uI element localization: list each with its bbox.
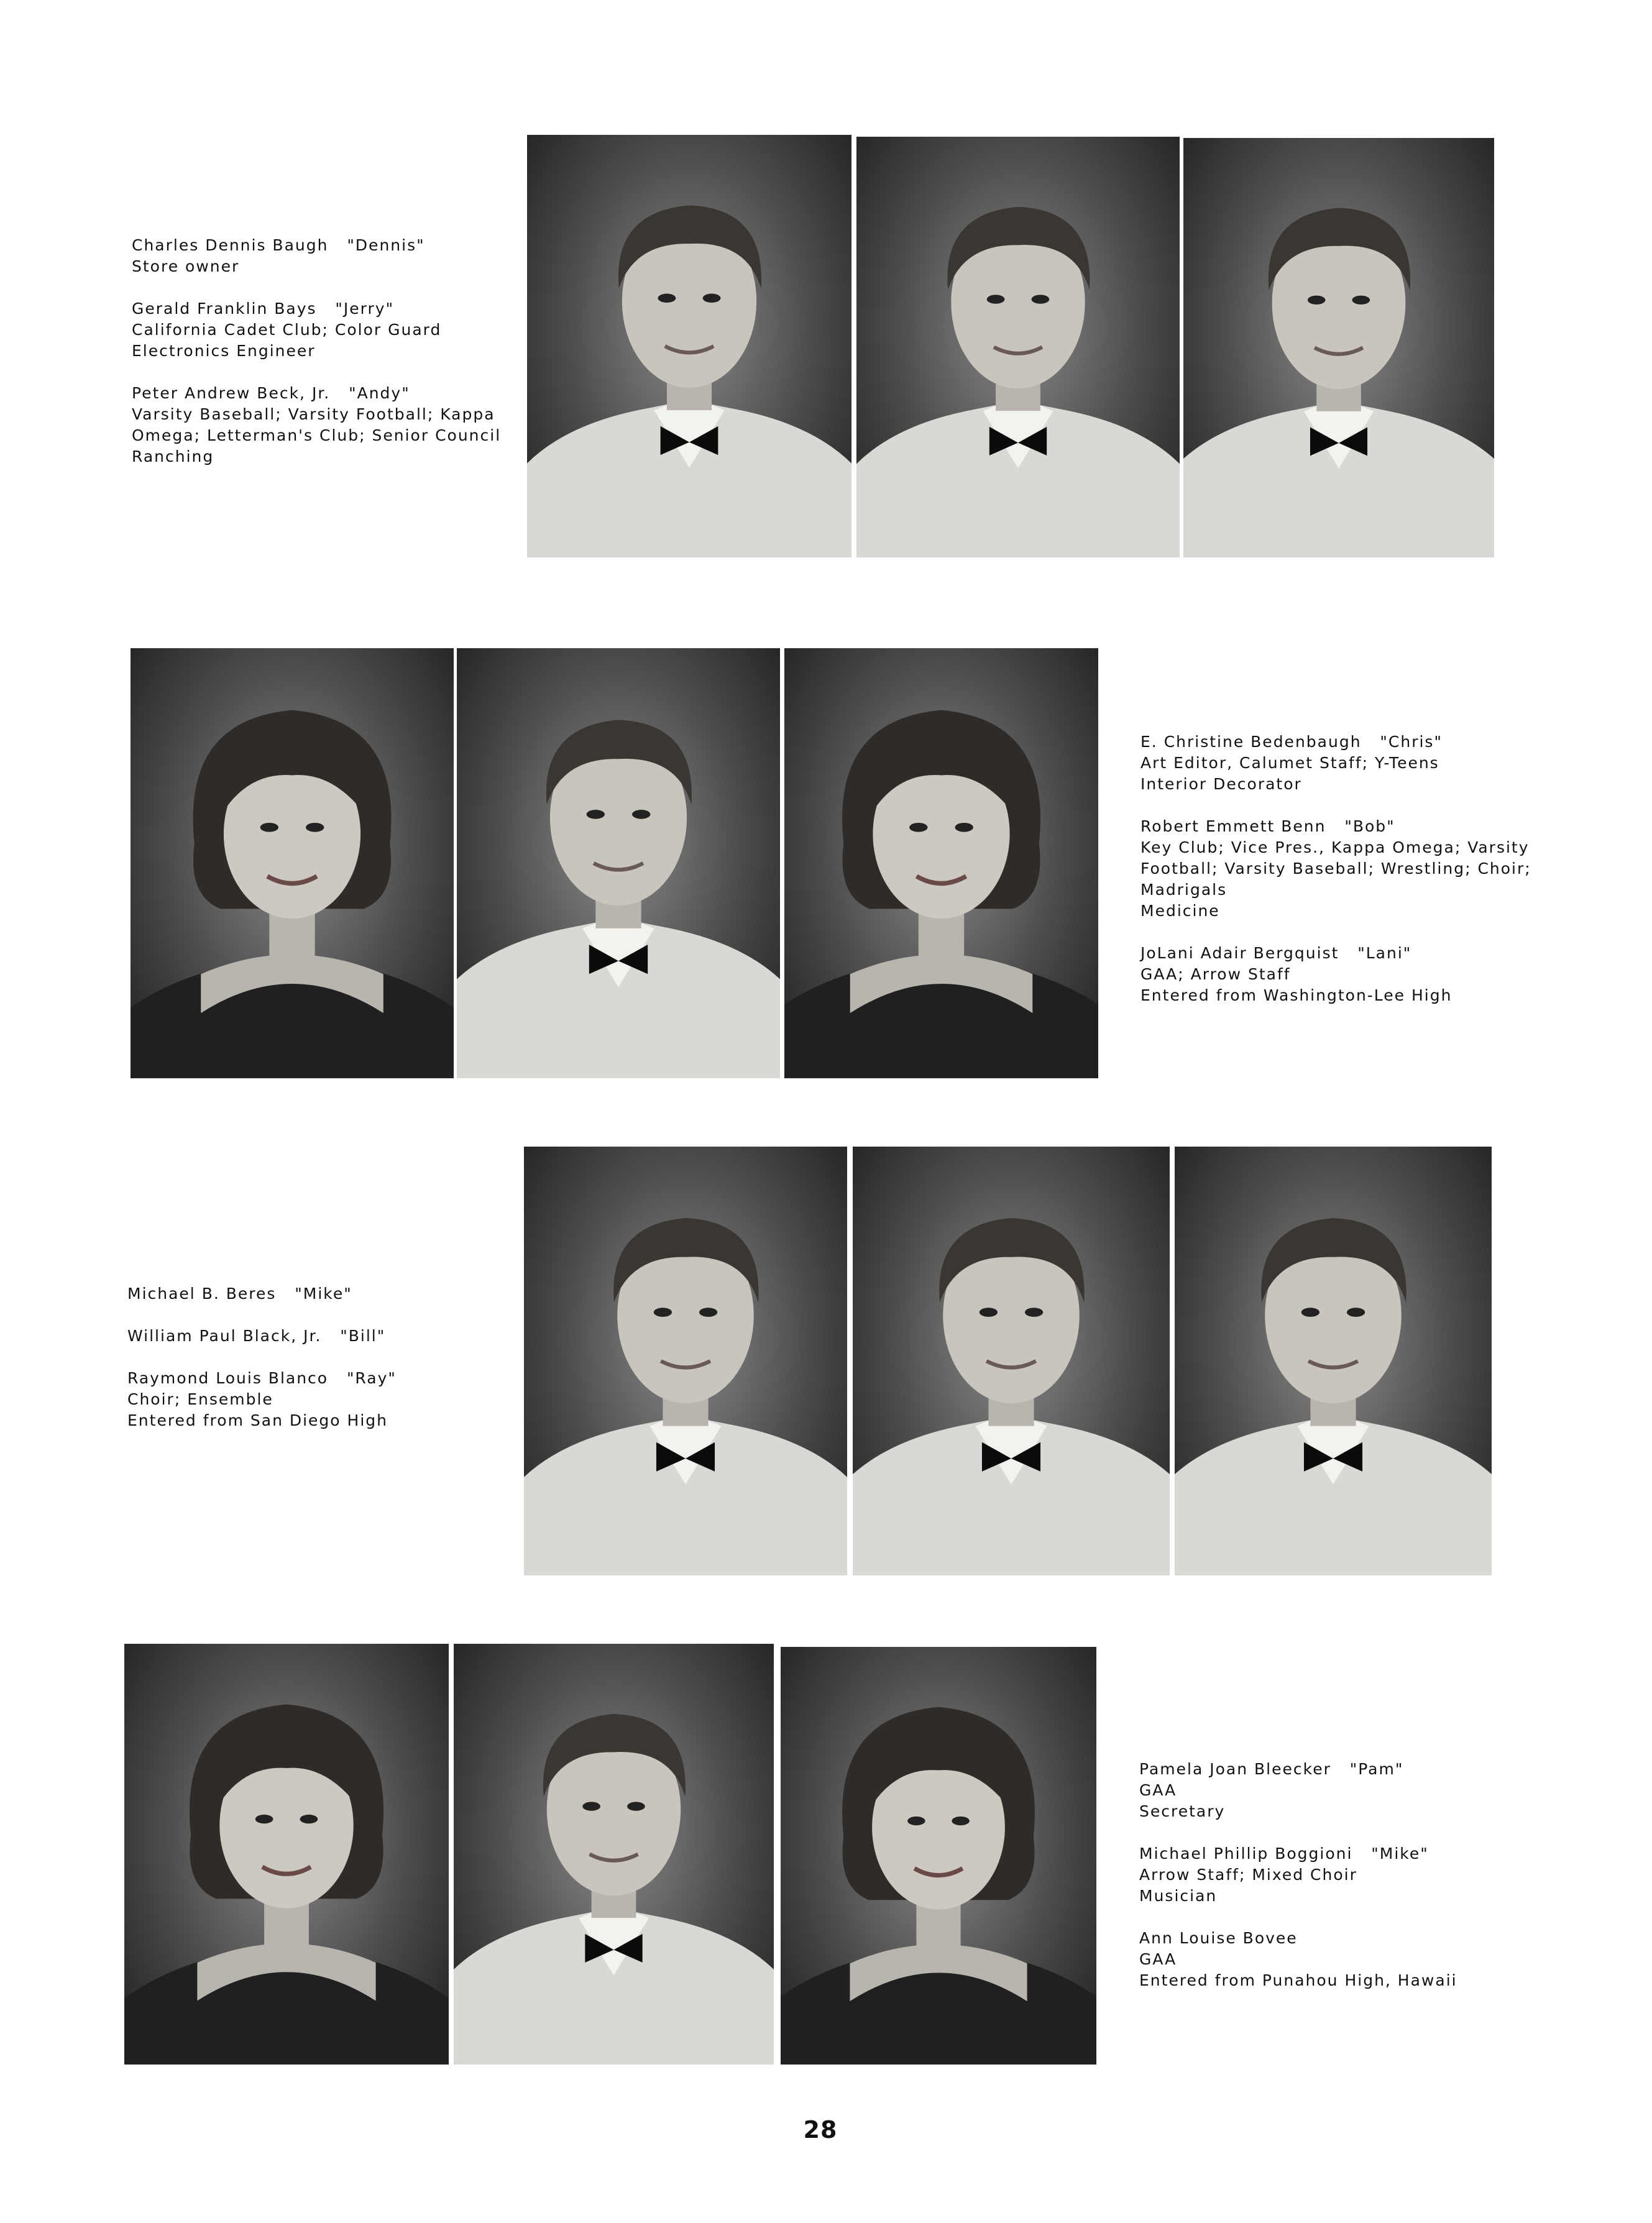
student-portrait-photo	[853, 1147, 1170, 1575]
student-detail: Medicine	[1140, 902, 1220, 920]
student-detail: Interior Decorator	[1140, 775, 1302, 793]
student-portrait-photo	[856, 137, 1180, 557]
bio-block-row-1	[132, 235, 501, 488]
student-portrait-photo	[524, 1147, 847, 1575]
bio-entry	[132, 383, 501, 467]
student-detail: Choir; Ensemble	[127, 1390, 273, 1408]
student-detail: GAA	[1139, 1781, 1177, 1799]
student-detail: Ranching	[132, 447, 214, 465]
student-portrait-photo	[131, 648, 454, 1078]
bio-entry	[1139, 1928, 1457, 1991]
student-name-line: JoLani Adair Bergquist "Lani"	[1140, 944, 1412, 962]
bio-entry	[127, 1368, 397, 1431]
student-detail: Entered from Punahou High, Hawaii	[1139, 1971, 1457, 1989]
student-name-line: Charles Dennis Baugh "Dennis"	[132, 236, 425, 254]
student-name-line: Raymond Louis Blanco "Ray"	[127, 1369, 397, 1387]
bio-block-row-2	[1140, 731, 1531, 1027]
student-portrait-photo	[454, 1644, 774, 2065]
bio-entry	[1140, 731, 1531, 795]
page-number: 28	[803, 2116, 838, 2143]
bio-entry	[1139, 1843, 1457, 1907]
student-detail: Omega; Letterman's Club; Senior Council	[132, 426, 502, 444]
student-name-line: Pamela Joan Bleecker "Pam"	[1139, 1760, 1404, 1778]
student-detail: California Cadet Club; Color Guard	[132, 321, 442, 339]
bio-entry	[1140, 943, 1531, 1006]
student-name-line: Michael Phillip Boggioni "Mike"	[1139, 1845, 1429, 1863]
bio-entry	[1140, 816, 1531, 922]
student-name-line: Michael B. Beres "Mike"	[127, 1285, 352, 1303]
student-name-line: Robert Emmett Benn "Bob"	[1140, 817, 1395, 835]
student-name-line: William Paul Black, Jr. "Bill"	[127, 1327, 386, 1345]
student-detail: Secretary	[1139, 1802, 1226, 1820]
student-name-line: E. Christine Bedenbaugh "Chris"	[1140, 733, 1443, 751]
bio-entry	[1139, 1759, 1457, 1822]
student-portrait-photo	[781, 1647, 1096, 2065]
student-portrait-photo	[457, 648, 780, 1078]
student-portrait-photo	[1183, 138, 1494, 557]
student-detail: Arrow Staff; Mixed Choir	[1139, 1866, 1357, 1884]
student-detail: Entered from Washington-Lee High	[1140, 986, 1452, 1004]
student-name-line: Ann Louise Bovee	[1139, 1929, 1298, 1947]
student-detail: Football; Varsity Baseball; Wrestling; Choir;	[1140, 859, 1531, 878]
student-name-line: Gerald Franklin Bays "Jerry"	[132, 300, 395, 318]
student-detail: GAA	[1139, 1950, 1177, 1968]
student-detail: GAA; Arrow Staff	[1140, 965, 1291, 983]
student-portrait-photo	[1175, 1147, 1492, 1575]
bio-entry	[132, 298, 501, 362]
student-detail: Musician	[1139, 1887, 1218, 1905]
student-portrait-photo	[124, 1644, 449, 2065]
student-detail: Madrigals	[1140, 881, 1228, 899]
student-portrait-photo	[784, 648, 1098, 1078]
student-portrait-photo	[527, 135, 851, 557]
student-detail: Art Editor, Calumet Staff; Y-Teens	[1140, 754, 1439, 772]
student-detail: Store owner	[132, 257, 240, 275]
student-detail: Entered from San Diego High	[127, 1411, 388, 1429]
bio-block-row-3	[127, 1283, 397, 1452]
bio-block-row-4	[1139, 1759, 1457, 2012]
bio-entry	[127, 1326, 397, 1347]
bio-entry	[132, 235, 501, 277]
student-detail: Key Club; Vice Pres., Kappa Omega; Varsity	[1140, 838, 1530, 856]
student-detail: Electronics Engineer	[132, 342, 316, 360]
bio-entry	[127, 1283, 397, 1304]
student-detail: Varsity Baseball; Varsity Football; Kappa	[132, 405, 495, 423]
student-name-line: Peter Andrew Beck, Jr. "Andy"	[132, 384, 410, 402]
